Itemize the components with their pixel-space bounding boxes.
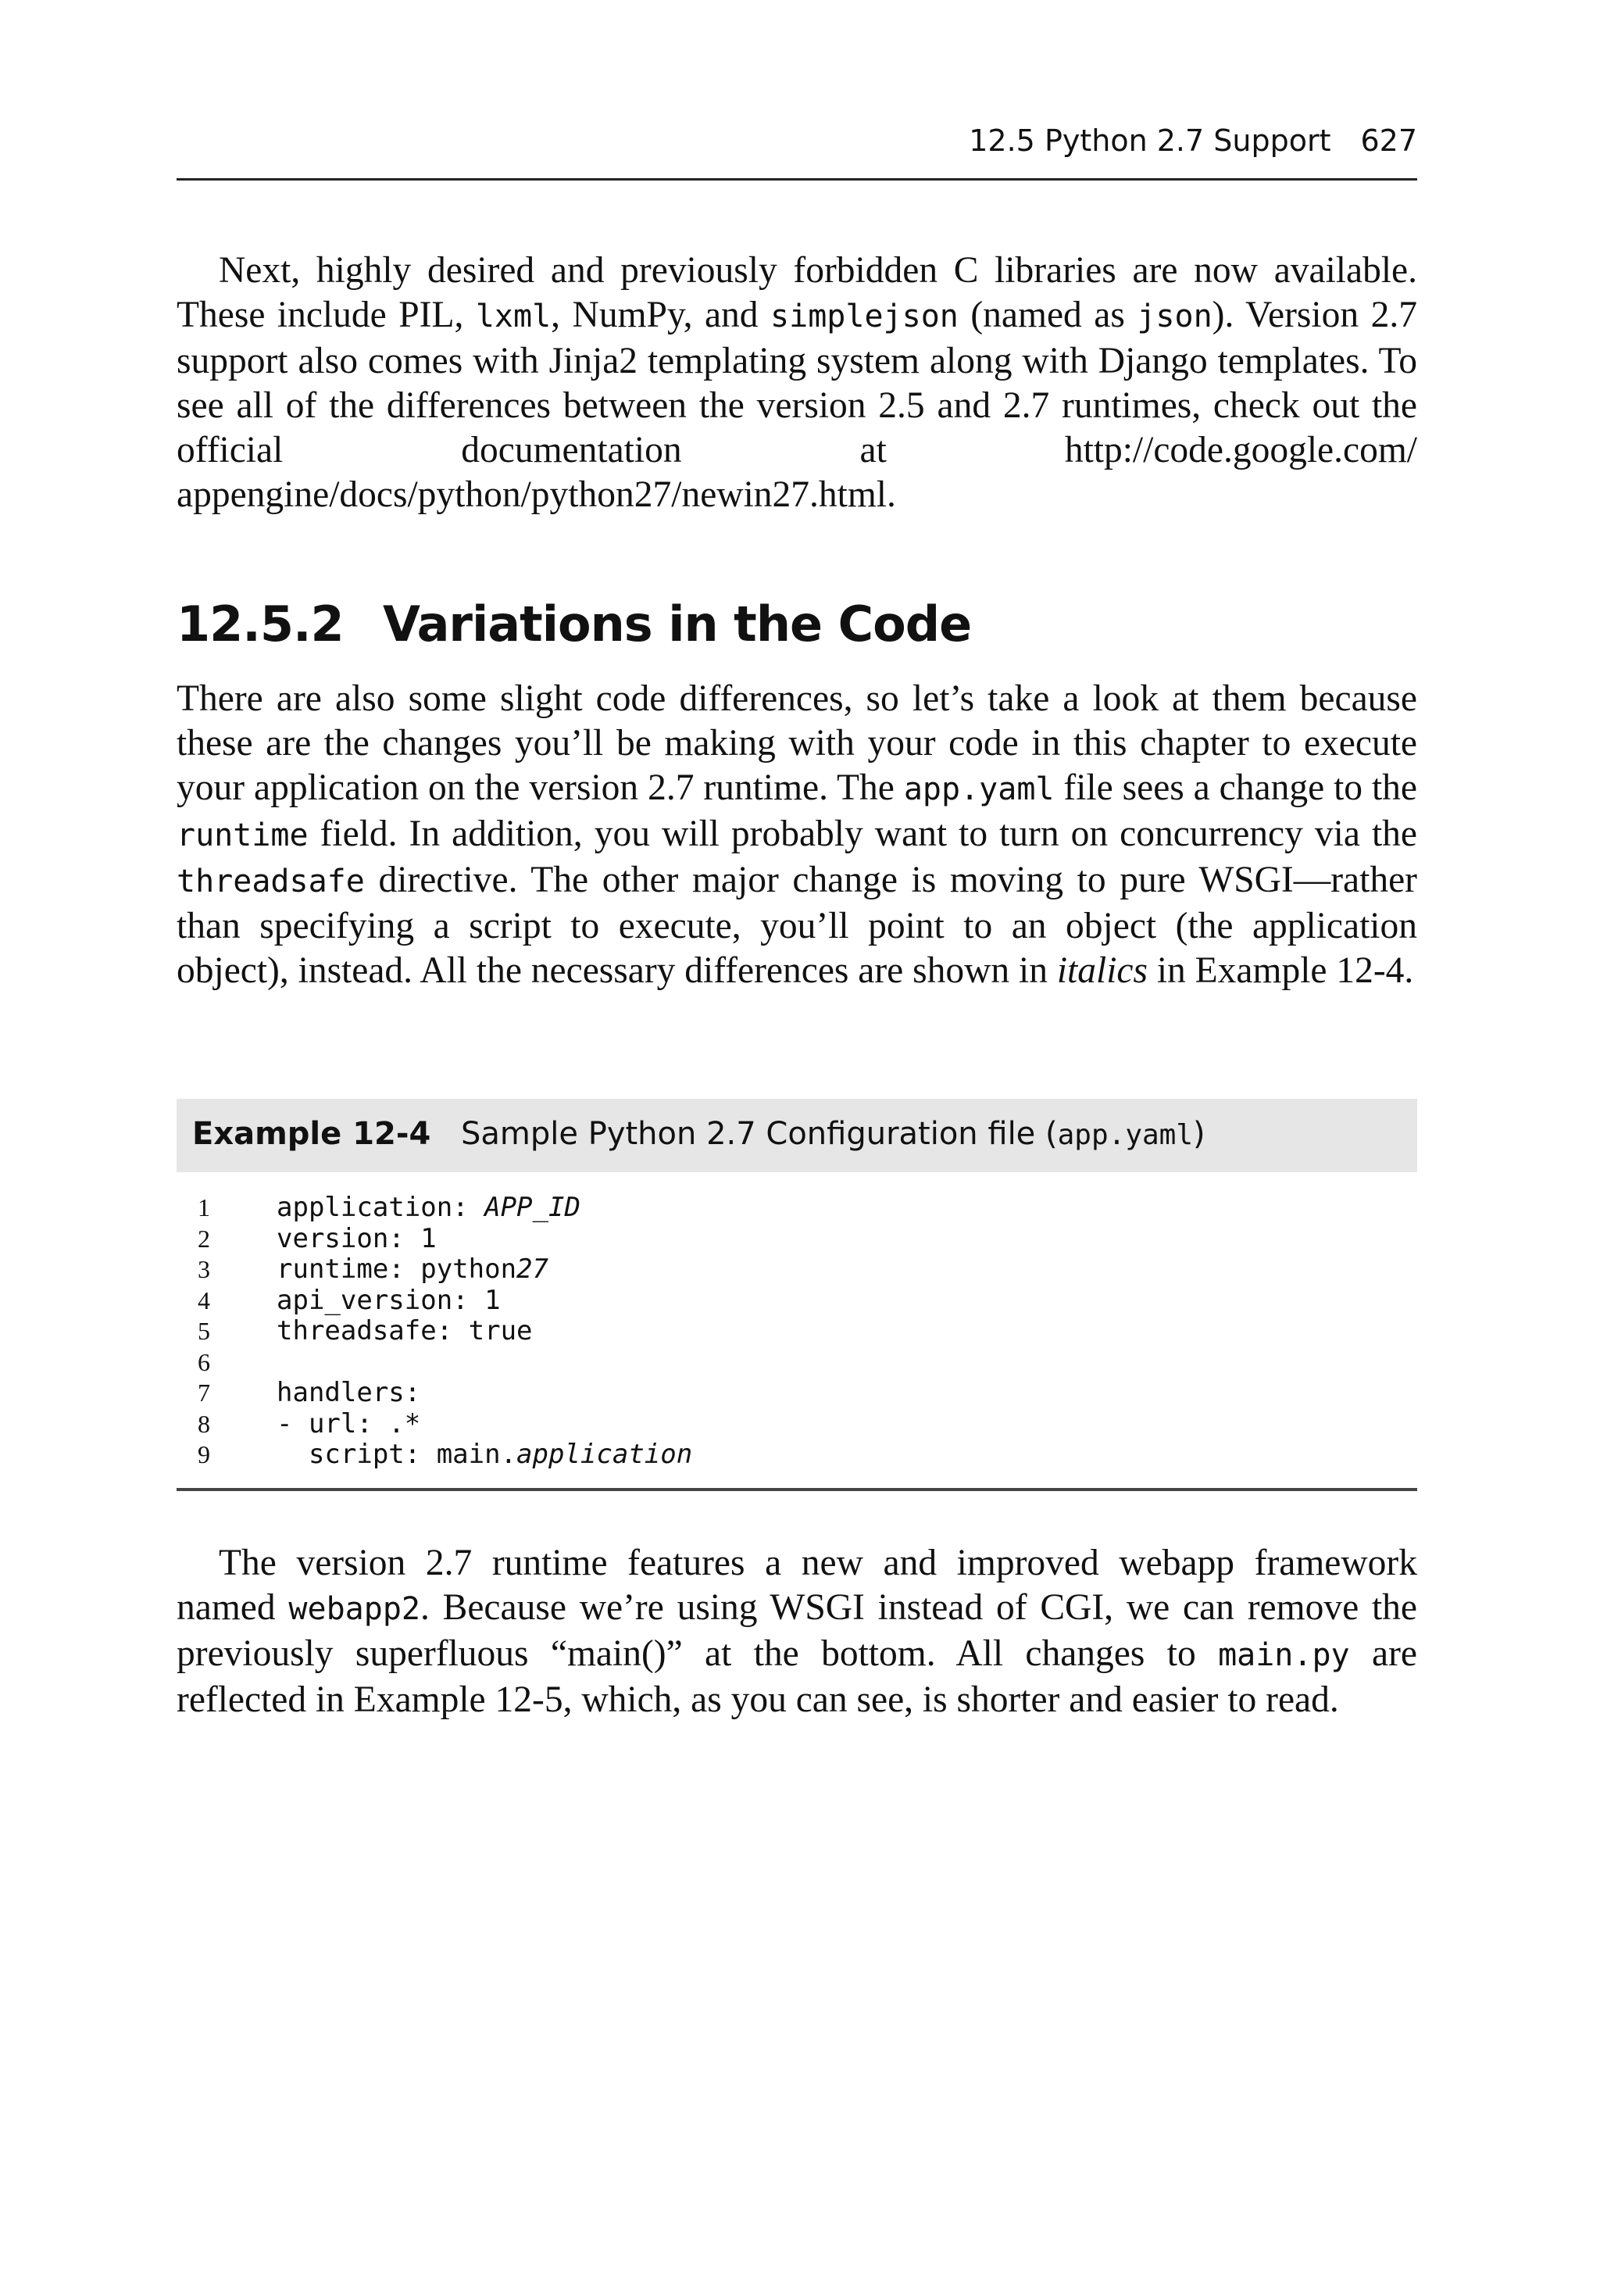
line-number: 6 <box>198 1347 210 1376</box>
code-text: runtime: python <box>277 1254 517 1285</box>
code-italic: APP_ID <box>484 1192 580 1223</box>
section-title: Variations in the Code <box>383 595 972 653</box>
code-line <box>177 1254 1417 1286</box>
code-line <box>177 1347 1417 1379</box>
paragraph-libraries <box>177 249 1417 517</box>
p1-text-1: Next, highly desired and previously forbidden C libraries are now available. These include PIL, <box>177 250 1417 335</box>
example-title-paren-open: ( <box>1045 1116 1058 1152</box>
code-line <box>177 1316 1417 1347</box>
code-text: application: <box>277 1192 485 1223</box>
paragraph-code-differences <box>177 677 1417 993</box>
page-number: 627 <box>1360 123 1417 158</box>
section-number: 12.5.2 <box>177 595 344 653</box>
code-listing <box>177 1193 1417 1471</box>
line-code <box>277 1286 501 1317</box>
running-head <box>969 123 1417 158</box>
p2-code-threadsafe: threadsafe <box>177 864 365 899</box>
code-line <box>177 1193 1417 1224</box>
p2-text-3: field. In addition, you will probably want to turn on concurrency via the <box>308 814 1417 854</box>
p3-text-3: are reflected in Example 12-5, which, as you can see, is shorter and easier to read. <box>177 1633 1417 1720</box>
line-number: 1 <box>198 1193 210 1221</box>
code-text: api_version: 1 <box>277 1284 501 1316</box>
code-text: threadsafe: true <box>277 1315 533 1346</box>
line-number: 4 <box>198 1286 210 1314</box>
p1-text-4: ). Version 2.7 support also comes with Jinja2 templating system along with Django templates. To see all of the differences between the version 2.5 and 2.7 runtimes, check out the official documentation at http://code.google.com/ appengine/docs/python/python27/newin27.html. <box>177 295 1417 515</box>
code-text: handlers: <box>277 1377 421 1408</box>
p3-text-1: The version 2.7 runtime features a new and improved webapp framework named <box>177 1543 1417 1628</box>
code-line <box>177 1286 1417 1317</box>
code-line <box>177 1378 1417 1409</box>
line-code <box>277 1316 533 1347</box>
example-title <box>461 1116 1205 1152</box>
line-code <box>277 1193 580 1224</box>
code-bottom-rule <box>177 1488 1417 1491</box>
p1-text-2: , NumPy, and <box>551 295 771 335</box>
code-line <box>177 1439 1417 1471</box>
line-code <box>277 1409 420 1440</box>
p1-code-simplejson: simplejson <box>770 299 959 334</box>
code-text: version: 1 <box>277 1222 437 1254</box>
line-number: 3 <box>198 1255 210 1283</box>
line-code <box>277 1439 692 1471</box>
p2-italics-word: italics <box>1056 950 1148 991</box>
line-number: 5 <box>198 1317 210 1345</box>
running-head-section: 12.5 Python 2.7 Support <box>969 123 1331 158</box>
line-code <box>277 1254 548 1286</box>
p2-code-app-yaml: app.yaml <box>903 771 1055 807</box>
p2-code-runtime: runtime <box>177 817 309 853</box>
p2-text-5: in Example 12-4. <box>1147 950 1414 991</box>
code-text: script: main. <box>277 1439 517 1470</box>
line-number: 9 <box>198 1440 210 1468</box>
example-label: Example 12-4 <box>192 1116 431 1152</box>
p3-text-2: . Because we’re using WSGI instead of CGI, we can remove the previously superfluous “main()” at the bottom. All changes to <box>177 1587 1417 1674</box>
paragraph-webapp2 <box>177 1541 1417 1722</box>
p2-text-4: directive. The other major change is moving to pure WSGI—rather than specifying a script to execute, you’ll point to an object (the application object), instead. All the necessary differences are shown in <box>177 860 1417 991</box>
p1-code-lxml: lxml <box>475 299 552 334</box>
example-title-paren-close: ) <box>1193 1116 1205 1152</box>
code-italic: 27 <box>516 1254 548 1285</box>
section-heading <box>177 595 971 653</box>
p2-text-1: There are also some slight code differences, so let’s take a look at them because these are the changes you’ll be making with your code in this chapter to execute your application on the version 2.7 runtime. The <box>177 678 1417 808</box>
p1-text-3: (named as <box>958 295 1138 335</box>
p2-text-2: file sees a change to the <box>1054 767 1417 808</box>
header-rule <box>177 178 1417 181</box>
line-number: 8 <box>198 1409 210 1438</box>
p3-code-main-py: main.py <box>1218 1637 1350 1673</box>
example-caption-bar <box>177 1099 1417 1172</box>
line-code <box>277 1224 437 1255</box>
line-code <box>277 1378 420 1409</box>
line-number: 7 <box>198 1379 210 1407</box>
example-title-code: app.yaml <box>1057 1119 1194 1151</box>
code-italic: application <box>516 1439 693 1470</box>
code-line <box>177 1224 1417 1255</box>
code-text: - url: .* <box>277 1407 421 1439</box>
line-number: 2 <box>198 1224 210 1253</box>
code-line <box>177 1409 1417 1440</box>
p3-code-webapp2: webapp2 <box>288 1591 420 1627</box>
p1-code-json: json <box>1137 299 1212 334</box>
example-title-text: Sample Python 2.7 Configuration file <box>461 1116 1046 1152</box>
